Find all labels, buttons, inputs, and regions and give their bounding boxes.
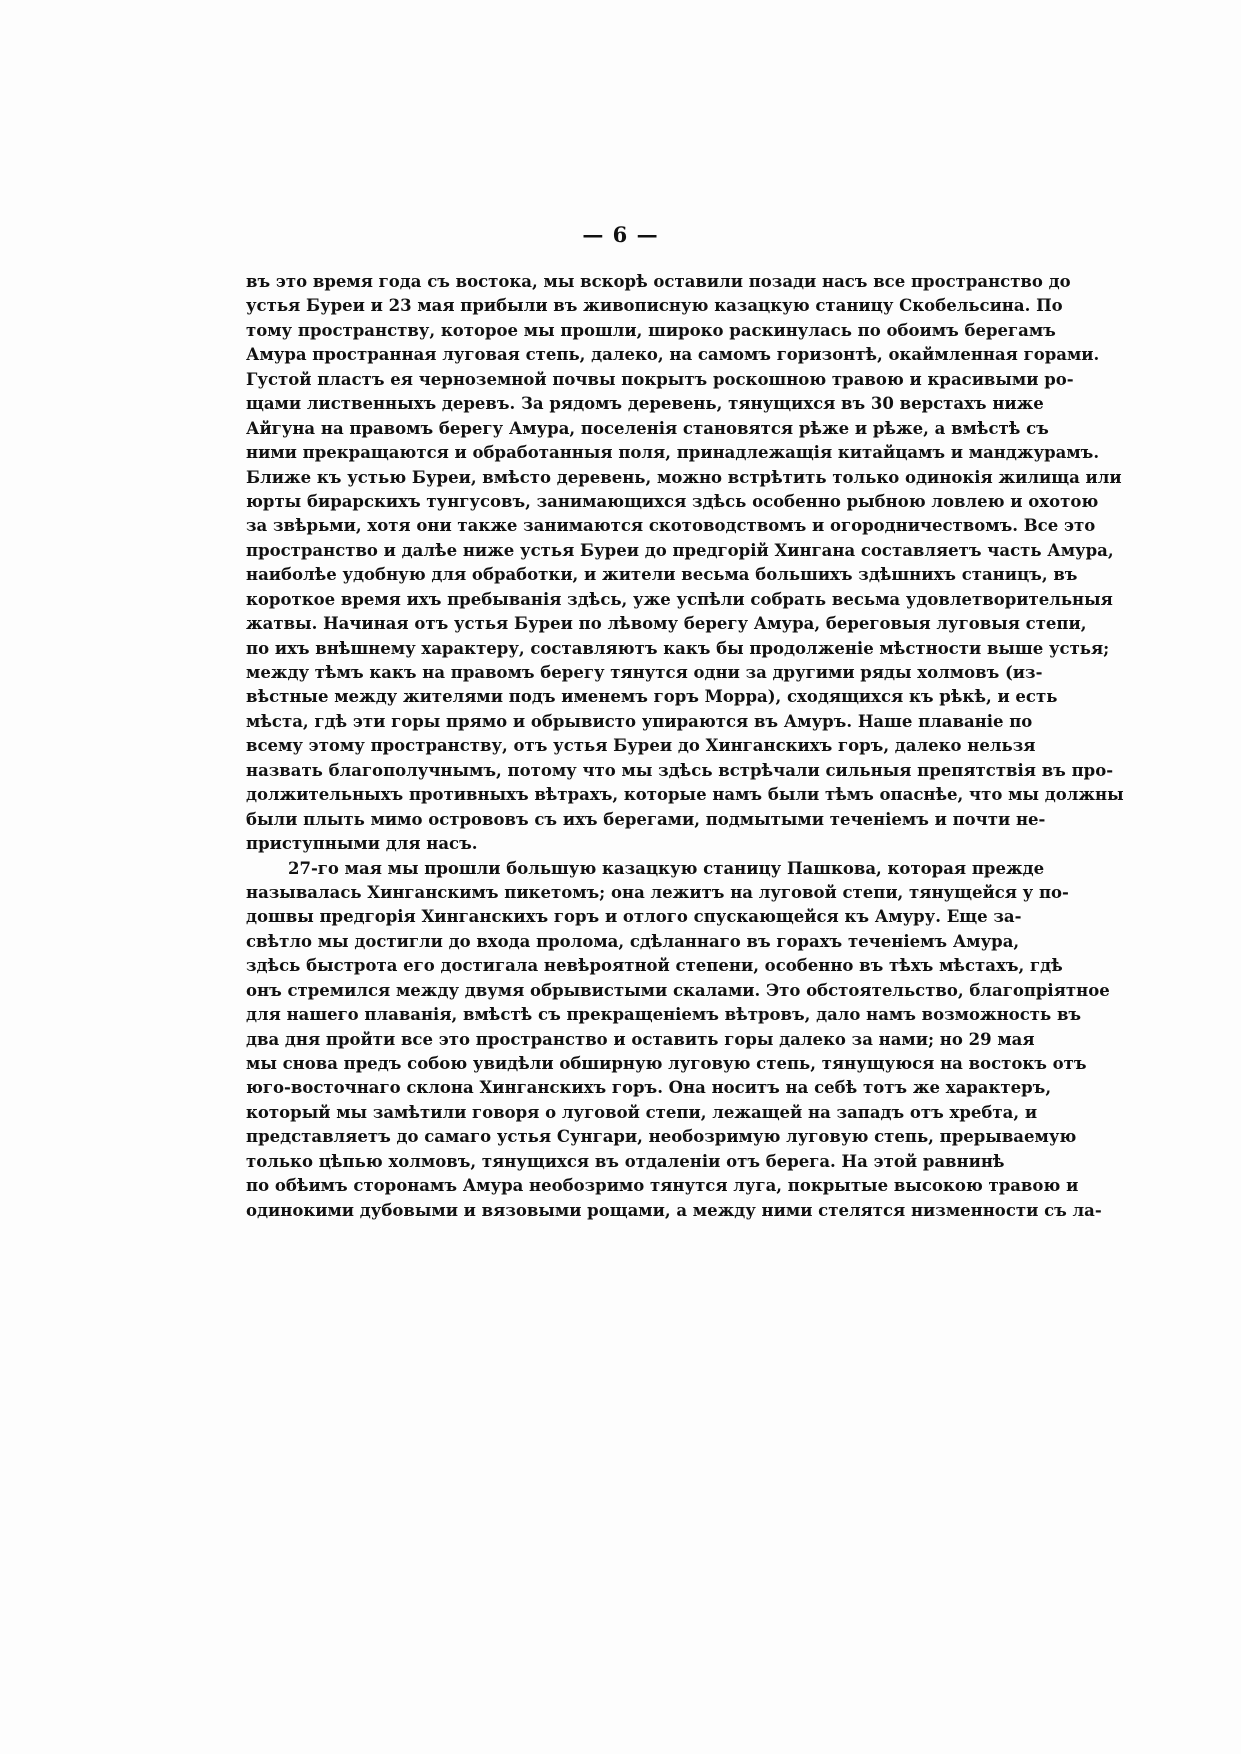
text-line: представляетъ до самаго устья Сунгари, необозримую луговую степь, прерываемую — [246, 1127, 1077, 1147]
text-line: должительныхъ противныхъ вѣтрахъ, которые намъ были тѣмъ опаснѣе, что мы должны — [246, 785, 1124, 805]
text-line-paragraph-start: 27-го мая мы прошли большую казацкую станицу Пашкова, которая прежде — [288, 858, 1045, 878]
text-line: который мы замѣтили говоря о луговой степи, лежащей на западъ отъ хребта, и — [246, 1102, 1038, 1122]
text-line: Густой пластъ ея черноземной почвы покрытъ роскошною травою и красивыми ро- — [246, 369, 1074, 389]
text-line: щами лиственныхъ деревъ. За рядомъ деревень, тянущихся въ 30 верстахъ ниже — [246, 394, 1044, 414]
text-line: пространство и далѣе ниже устья Буреи до предгорій Хингана составляетъ часть Амура, — [246, 540, 1114, 560]
text-line: здѣсь быстрота его достигала невѣроятной степени, особенно въ тѣхъ мѣстахъ, гдѣ — [246, 956, 1063, 976]
text-line: мѣста, гдѣ эти горы прямо и обрывисто упираются въ Амуръ. Наше плаваніе по — [246, 711, 1033, 731]
text-line: были плыть мимо острововъ съ ихъ берегами, подмытыми теченіемъ и почти не- — [246, 809, 1046, 829]
text-line: устья Буреи и 23 мая прибыли въ живописную казацкую станицу Скобельсина. По — [246, 296, 1063, 316]
text-line: только цѣпью холмовъ, тянущихся въ отдаленіи отъ берега. На этой равнинѣ — [246, 1151, 1005, 1171]
text-line: короткое время ихъ пребыванія здѣсь, уже успѣли собрать весьма удовлетворительныя — [246, 589, 1113, 609]
text-line: для нашего плаванія, вмѣстѣ съ прекращеніемъ вѣтровъ, дало намъ возможность въ — [246, 1005, 1082, 1025]
text-line: ними прекращаются и обработанныя поля, принадлежащія китайцамъ и манджурамъ. — [246, 443, 1100, 463]
text-line: два дня пройти все это пространство и оставить горы далеко за нами; но 29 мая — [246, 1029, 1035, 1049]
text-line: мы снова предъ собою увидѣли обширную луговую степь, тянущуюся на востокъ отъ — [246, 1054, 1087, 1073]
text-line: всему этому пространству, отъ устья Буреи до Хинганскихъ горъ, далеко нельзя — [246, 736, 1036, 756]
text-line: онъ стремился между двумя обрывистыми скалами. Это обстоятельство, благопріятное — [246, 980, 1110, 1000]
text-line: тому пространству, которое мы прошли, широко раскинулась по обоимъ берегамъ — [246, 320, 1056, 340]
text-line: между тѣмъ какъ на правомъ берегу тянутся одни за другими ряды холмовъ (из- — [246, 663, 1043, 682]
text-line: свѣтло мы достигли до входа пролома, сдѣланнаго въ горахъ теченіемъ Амура, — [246, 931, 1020, 951]
text-line: Ближе къ устью Буреи, вмѣсто деревень, можно встрѣтить только одинокія жилища или — [246, 467, 1122, 487]
text-line: по обѣимъ сторонамъ Амура необозримо тянутся луга, покрытые высокою травою и — [246, 1176, 1079, 1196]
text-line: Амура пространная луговая степь, далеко, на самомъ горизонтѣ, окаймленная горами. — [246, 345, 1100, 365]
text-line-paragraph-end: приступными для насъ. — [246, 834, 478, 854]
text-line: наиболѣе удобную для обработки, и жители весьма большихъ здѣшнихъ станицъ, въ — [246, 565, 1078, 585]
text-line: юго-восточнаго склона Хинганскихъ горъ. Она носитъ на себѣ тотъ же характеръ, — [246, 1078, 1052, 1098]
text-line: дошвы предгорія Хинганскихъ горъ и отлого спускающейся къ Амуру. Еще за- — [246, 907, 1022, 927]
text-line: жатвы. Начиная отъ устья Буреи по лѣвому берегу Амура, береговыя луговыя степи, — [246, 614, 1087, 634]
text-line: вѣстные между жителями подъ именемъ горъ Морра), сходящихся къ рѣкѣ, и есть — [246, 687, 1058, 707]
text-line: называлась Хинганскимъ пикетомъ; она лежитъ на луговой степи, тянущейся у по- — [246, 882, 1069, 902]
page-number: — 6 — — [582, 222, 659, 247]
text-line: въ это время года съ востока, мы вскорѣ оставили позади насъ все пространство до — [246, 272, 1071, 291]
text-line: назвать благополучнымъ, потому что мы здѣсь встрѣчали сильныя препятствія въ про- — [246, 760, 1114, 780]
body-text — [246, 270, 1124, 1223]
text-line: юрты бирарскихъ тунгусовъ, занимающихся здѣсь особенно рыбною ловлею и охотою — [246, 491, 1099, 511]
text-line: Айгуна на правомъ берегу Амура, поселенія становятся рѣже и рѣже, а вмѣстѣ съ — [246, 418, 1049, 438]
text-line: по ихъ внѣшнему характеру, составляютъ какъ бы продолженіе мѣстности выше устья; — [246, 638, 1110, 658]
text-line: одинокими дубовыми и вязовыми рощами, а между ними стелятся низменности съ ла- — [246, 1200, 1102, 1220]
text-line: за звѣрьми, хотя они также занимаются скотоводствомъ и огородничествомъ. Все это — [246, 516, 1096, 536]
